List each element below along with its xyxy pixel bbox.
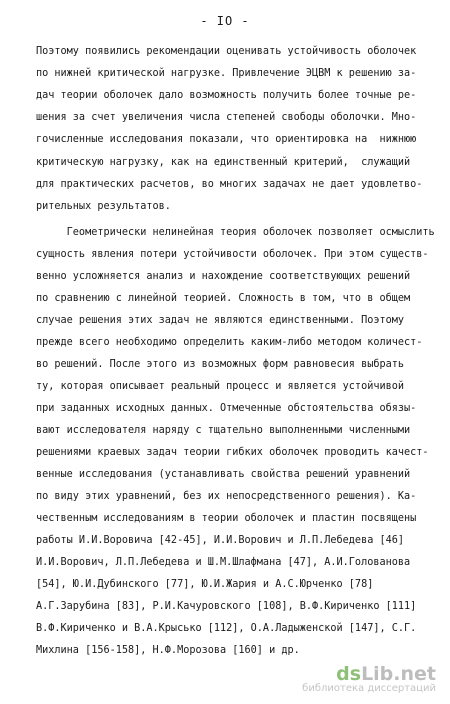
text-line: по сравнению с линейной теорией. Сложность в том, что в общем: [36, 293, 411, 304]
text-line: И.И.Ворович, Л.П.Лебедева и Ш.М.Шлафмана [47], А.И.Голованова: [36, 557, 411, 568]
text-line: прежде всего необходимо определить каким-либо методом количест-: [36, 337, 423, 348]
text-line: гочисленные исследования показали, что ориентировка на нижнюю: [36, 134, 417, 145]
text-line: чественным исследованиям в теории оболочек и пластин посвящены: [36, 513, 417, 524]
watermark: [302, 663, 436, 694]
text-line: шения за счет увеличения числа степеней свободы оболочки. Мно-: [36, 112, 417, 123]
text-line: [54], Ю.И.Дубинского [77], Ю.И.Жария и А.С.Юрченко [78]: [36, 579, 374, 590]
text-line: венно усложняется анализ и нахождение соответствующих решений: [36, 271, 411, 282]
text-line: для практических расчетов, во многих задачах не дает удовлетво-: [36, 179, 423, 190]
text-line: В.Ф.Кириченко и В.А.Крысько [112], О.А.Ладыженской [147], С.Г.: [36, 623, 417, 634]
text-line: работы И.И.Воровича [42-45], И.И.Ворович и Л.П.Лебедева [46]: [36, 535, 405, 546]
text-line: по нижней критической нагрузке. Привлечение ЭЦВМ к решению за-: [36, 68, 417, 79]
text-line: вают исследователя наряду с тщательно выполненными численными: [36, 425, 411, 436]
text-line: критическую нагрузку, как на единственный критерий, служащий: [36, 157, 411, 168]
watermark-subtitle: библиотека диссертаций: [302, 683, 436, 694]
text-line: решениями краевых задач теории гибких оболочек проводить качест-: [36, 447, 429, 458]
text-line: Михлина [156-158], Н.Ф.Морозова [160] и др.: [36, 645, 300, 656]
text-line: венные исследования (устанавливать свойства решений уравнений: [36, 469, 411, 480]
watermark-logo: dsLib.net: [336, 663, 436, 685]
text-line: сущность явления потери устойчивости оболочек. При этом существ-: [36, 249, 429, 260]
page-number: - IO -: [200, 14, 250, 28]
text-line: Геометрически нелинейная теория оболочек позволяет осмыслить: [36, 227, 435, 238]
text-line: рительных результатов.: [36, 201, 171, 212]
text-line: во решений. После этого из возможных форм равновесия выбрать: [36, 359, 405, 370]
text-line: А.Г.Зарубина [83], Р.И.Качуровского [108], В.Ф.Кириченко [111]: [36, 601, 417, 612]
text-line: ту, которая описывает реальный процесс и является устойчивой: [36, 381, 405, 392]
text-line: по виду этих уравнений, без их непосредственного решения). Ка-: [36, 491, 417, 502]
text-line: дач теории оболочек дало возможность получить более точные ре-: [36, 90, 417, 101]
text-line: случае решения этих задач не являются единственными. Поэтому: [36, 315, 405, 326]
text-line: при заданных исходных данных. Отмеченные обстоятельства обязы-: [36, 403, 417, 414]
text-line: Поэтому появились рекомендации оценивать устойчивость оболочек: [36, 46, 417, 57]
